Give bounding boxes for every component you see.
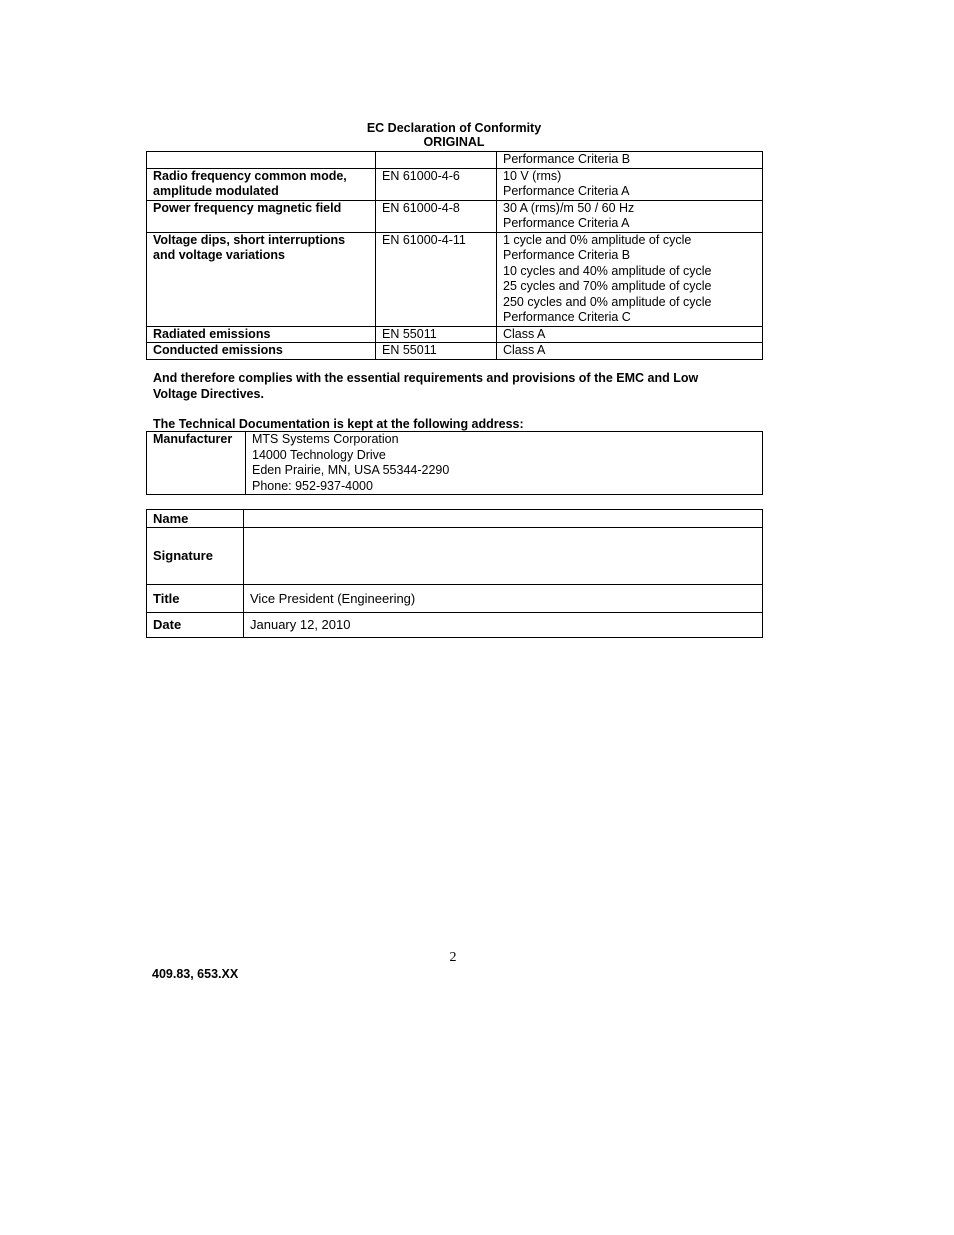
signature-value <box>244 528 763 585</box>
date-value: January 12, 2010 <box>244 613 763 638</box>
test-name-cell <box>147 343 376 360</box>
declaration-subtitle: ORIGINAL <box>423 135 485 149</box>
page-number: 2 <box>449 950 457 965</box>
result-cell-line: 10 V (rms) <box>503 168 562 183</box>
compliance-line-1: And therefore complies with the essential requirements and provisions of the EMC and Low <box>153 371 699 385</box>
result-cell-line: Performance Criteria B <box>503 152 631 166</box>
standard-cell-line <box>382 152 490 168</box>
result-cell <box>497 326 763 343</box>
standard-cell <box>376 232 497 326</box>
signature-label: Signature <box>147 528 244 585</box>
table-row <box>147 168 763 200</box>
test-name-cell-line <box>153 152 369 168</box>
title-value: Vice President (Engineering) <box>244 585 763 613</box>
test-name-cell-line: Conducted emissions <box>153 343 283 357</box>
title-row <box>147 585 763 613</box>
test-name-cell <box>147 168 376 200</box>
table-row <box>147 232 763 326</box>
result-cell-line: 250 cycles and 0% amplitude of cycle <box>503 294 712 309</box>
compliance-statement <box>153 371 763 402</box>
technical-doc-heading: The Technical Documentation is kept at the following address: <box>153 417 524 431</box>
manufacturer-row <box>147 432 763 495</box>
emc-test-table <box>146 151 763 360</box>
table-row <box>147 152 763 169</box>
date-label: Date <box>147 613 244 638</box>
result-cell <box>497 168 763 200</box>
result-cell <box>497 152 763 169</box>
address-line: 14000 Technology Drive <box>252 447 386 462</box>
standard-cell-line: EN 61000-4-11 <box>382 232 466 247</box>
table-row <box>147 326 763 343</box>
manufacturer-address <box>246 432 763 495</box>
compliance-line-2: Voltage Directives. <box>153 386 264 401</box>
standard-cell-line: EN 55011 <box>382 326 437 341</box>
date-row <box>147 613 763 638</box>
manufacturer-address-table <box>146 431 763 495</box>
result-cell-line: 25 cycles and 70% amplitude of cycle <box>503 279 712 293</box>
standard-cell-line: EN 55011 <box>382 343 437 357</box>
standard-cell-line: EN 61000-4-8 <box>382 200 460 215</box>
standard-cell <box>376 326 497 343</box>
test-name-cell-line: Radiated emissions <box>153 326 271 341</box>
page-title <box>146 121 762 149</box>
result-cell-line: Performance Criteria A <box>503 216 630 230</box>
emc-test-table-body <box>147 152 763 360</box>
test-name-cell <box>147 232 376 326</box>
signature-row <box>147 528 763 585</box>
result-cell <box>497 343 763 360</box>
title-label: Title <box>147 585 244 613</box>
standard-cell-line: EN 61000-4-6 <box>382 168 460 183</box>
address-line: Eden Prairie, MN, USA 55344-2290 <box>252 463 450 477</box>
result-cell-line: Performance Criteria C <box>503 310 631 324</box>
result-cell-line: 1 cycle and 0% amplitude of cycle <box>503 232 692 247</box>
test-name-cell-line: Power frequency magnetic field <box>153 200 342 215</box>
signature-table <box>146 509 763 638</box>
address-line: Phone: 952-937-4000 <box>252 478 373 493</box>
test-name-cell <box>147 200 376 232</box>
result-cell <box>497 200 763 232</box>
test-name-cell-line: Voltage dips, short interruptions <box>153 232 346 247</box>
table-row <box>147 343 763 360</box>
test-name-cell <box>147 152 376 169</box>
test-name-cell <box>147 326 376 343</box>
table-row <box>147 200 763 232</box>
standard-cell <box>376 168 497 200</box>
result-cell-line: Class A <box>503 326 546 341</box>
result-cell-line: 10 cycles and 40% amplitude of cycle <box>503 263 712 278</box>
standard-cell <box>376 200 497 232</box>
result-cell-line: Class A <box>503 343 546 357</box>
document-number: 409.83, 653.XX <box>152 967 239 981</box>
name-row <box>147 510 763 528</box>
result-cell-line: Performance Criteria B <box>503 248 631 262</box>
manufacturer-label: Manufacturer <box>147 432 246 495</box>
result-cell-line: 30 A (rms)/m 50 / 60 Hz <box>503 200 635 215</box>
test-name-cell-line: and voltage variations <box>153 248 285 262</box>
result-cell <box>497 232 763 326</box>
test-name-cell-line: Radio frequency common mode, <box>153 168 347 183</box>
declaration-title: EC Declaration of Conformity <box>366 121 542 135</box>
address-line: MTS Systems Corporation <box>252 432 399 446</box>
test-name-cell-line: amplitude modulated <box>153 184 279 198</box>
standard-cell <box>376 152 497 169</box>
standard-cell <box>376 343 497 360</box>
name-label: Name <box>147 510 244 528</box>
result-cell-line: Performance Criteria A <box>503 184 630 198</box>
name-value <box>244 510 763 528</box>
